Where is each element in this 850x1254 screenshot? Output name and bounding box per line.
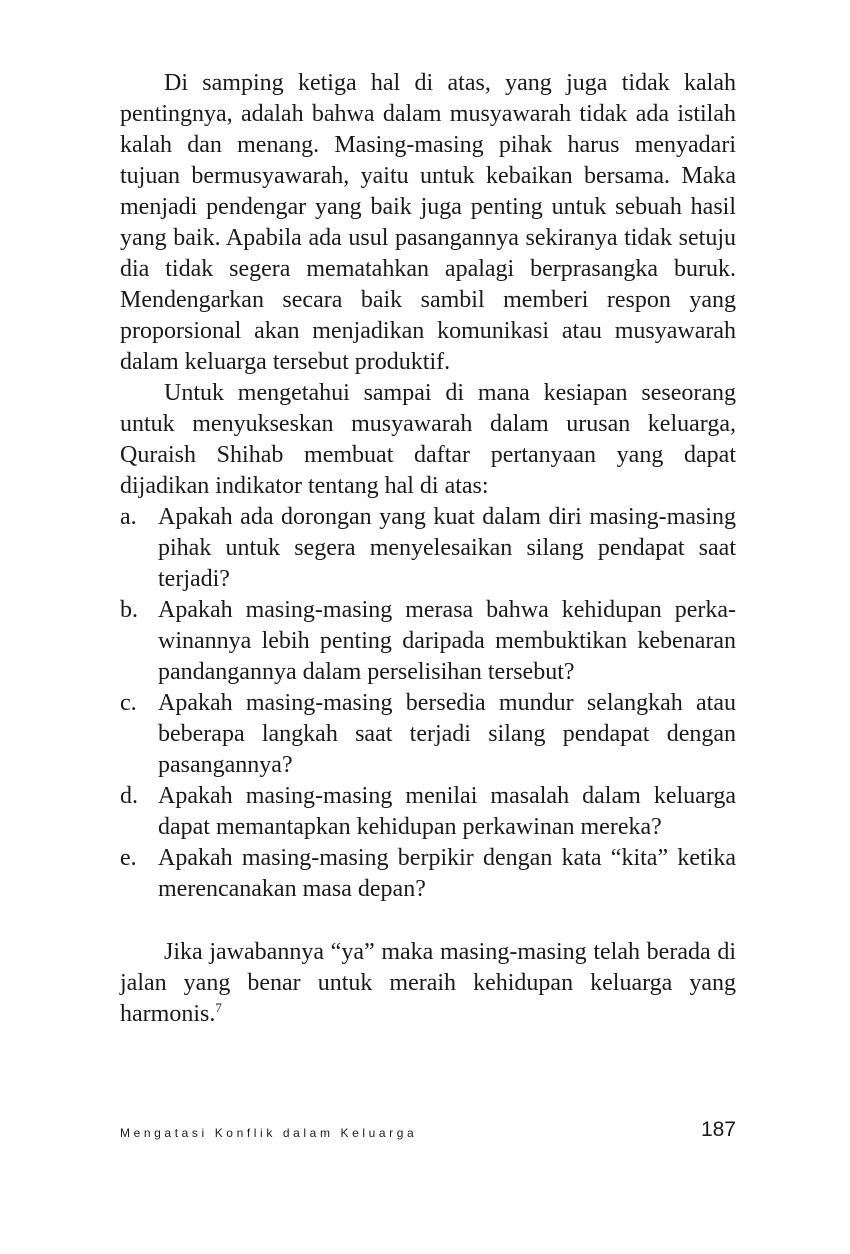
list-item-text: Apakah masing-masing berpikir dengan kata “kita” ketika merencanakan masa depan? — [158, 845, 736, 902]
list-item-text: Apakah masing-masing bersedia mundur selangkah atau beberapa langkah saat terjadi silang pendapat dengan pasangannya? — [158, 690, 736, 778]
page-body — [120, 68, 736, 1030]
list-item-text: Apakah ada dorongan yang kuat dalam diri masing-masing pihak untuk segera menyelesaikan silang pendapat saat terjadi? — [158, 504, 736, 592]
paragraph-closing — [120, 937, 736, 1030]
list-marker: c. — [120, 690, 137, 716]
list-marker: d. — [120, 783, 138, 809]
closing-text: Jika jawabannya “ya” maka masing-masing telah berada di jalan yang benar untuk meraih kehidupan keluarga yang harmonis. — [120, 939, 736, 1027]
page-number: 187 — [700, 1118, 736, 1141]
list-marker: e. — [120, 845, 137, 871]
paragraph-musyawarah: Di samping ketiga hal di atas, yang juga tidak kalah pentingnya, adalah bahwa dalam musyawarah tidak ada istilah kalah dan menang. Masing-masing pihak harus menyadari tujuan bermusyawarah, yaitu untuk kebaikan bersama. Maka menjadi pendengar yang baik juga penting untuk sebuah hasil yang baik. Apabila ada usul pasangannya sekiranya tidak setuju dia tidak segera mematahkan apalagi berprasangka buruk. Mendengarkan secara baik sambil memberi respon yang proporsional akan menjadikan komunikasi atau musyawarah dalam keluarga tersebut produktif. — [120, 70, 736, 375]
section-spacer — [120, 905, 736, 937]
list-item — [120, 843, 736, 905]
list-item — [120, 688, 736, 781]
running-title: Mengatasi Konflik dalam Keluarga — [120, 1126, 418, 1140]
list-item — [120, 595, 736, 688]
list-item-text: Apakah masing-masing menilai masalah dalam keluarga dapat memantapkan kehidupan perkawinan mereka? — [158, 783, 736, 840]
paragraph-indikator: Untuk mengetahui sampai di mana kesiapan seseorang untuk menyukseskan musyawarah dalam urusan keluarga, Quraish Shihab membuat daftar pertanyaan yang dapat dijadikan indikator tentang hal di atas: — [120, 380, 736, 499]
list-marker: b. — [120, 597, 138, 623]
footnote-reference[interactable]: 7 — [215, 1000, 222, 1015]
question-list — [120, 502, 736, 905]
list-item — [120, 781, 736, 843]
list-item-text: Apakah masing-masing merasa bahwa kehidupan perkawinannya lebih penting daripada membuktikan kebenaran pandangannya dalam perselisihan tersebut? — [158, 597, 736, 685]
list-item — [120, 502, 736, 595]
list-marker: a. — [120, 504, 137, 530]
